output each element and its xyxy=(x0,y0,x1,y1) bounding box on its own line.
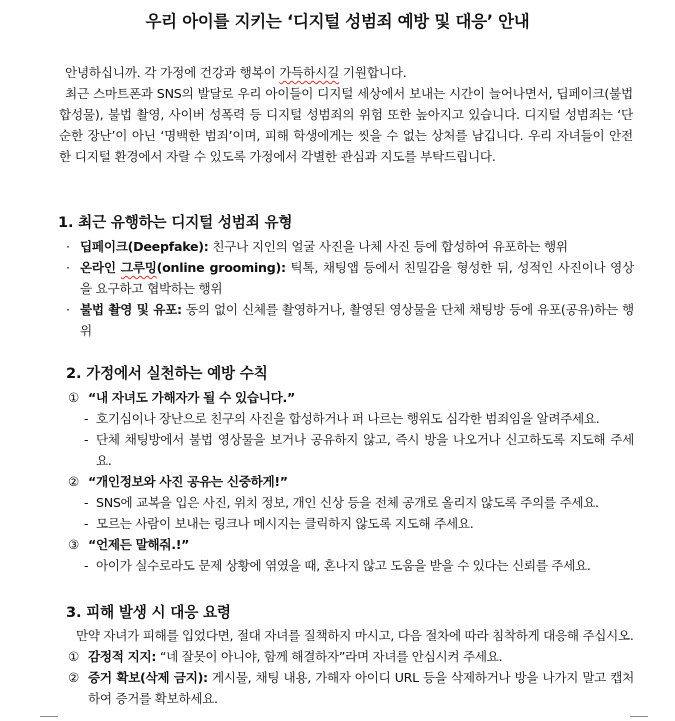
section1-title: 1. 최근 유행하는 디지털 성범죄 유형 xyxy=(58,214,293,231)
rule-heading: ① “내 자녀도 가해자가 될 수 있습니다.” xyxy=(68,390,295,405)
greeting-line: 안녕하십니까. 각 가정에 건강과 행복이 가득하시길 기원합니다. xyxy=(65,65,407,80)
list-item: - 호기심이나 장난으로 친구의 사진을 합성하거나 퍼 나르는 행위도 심각한 범죄임을 알려주세요. xyxy=(84,411,600,426)
list-item: ① 감정적 지지: “네 잘못이 아니야, 함께 해결하자”라며 자녀를 안심시켜 주세요. xyxy=(68,649,503,664)
section3-title: 3. 피해 발생 시 대응 요령 xyxy=(66,604,231,621)
list-item: - 단체 채팅방에서 불법 영상물을 보거나 공유하지 않고, 즉시 방을 나오거나 신고하도록 지도해 주세요. xyxy=(84,432,634,468)
list-item: · 딥페이크(Deepfake): 친구나 지인의 얼굴 사진을 나체 사진 등에 합성하여 유포하는 행위 xyxy=(66,239,568,254)
intro-body: 최근 스마트폰과 SNS의 발달로 우리 아이들이 디지털 세상에서 보내는 시간이 늘어나면서, 딥페이크(불법 합성물), 불법 촬영, 사이버 성폭력 등 디지털 성범죄의 위험 또한 높아지고 있습니다. 디지털 성범죄는 ‘단순한 장난’이 아닌 ‘명백한 범죄’이며, 피해 학생에게는 씻을 수 없는 상처를 남깁니다. 우리 자녀들이 안전한 디지털 환경에서 자랄 수 있도록 가정에서 각별한 관심과 지도를 부탁드립니다. xyxy=(59,86,633,164)
list-item: - SNS에 교복을 입은 사진, 위치 정보, 개인 신상 등을 전체 공개로 올리지 않도록 주의를 주세요. xyxy=(84,495,599,510)
intro-paragraph xyxy=(59,62,633,167)
spellcheck-word: 가득하시길 xyxy=(279,65,340,80)
section3-description: 만약 자녀가 피해를 입었다면, 절대 자녀를 질책하지 마시고, 다음 절차에 따라 침착하게 대응해 주십시오. xyxy=(76,628,634,643)
list-item: ② 증거 확보(삭제 금지): 게시물, 채팅 내용, 가해자 아이디 URL 등을 삭제하거나 방을 나가지 말고 캡처하여 증거를 확보하세요. xyxy=(68,670,634,706)
section3-body xyxy=(66,625,634,709)
section2-rules xyxy=(66,387,634,576)
spellcheck-word: 그루밍 xyxy=(120,260,157,275)
list-item: - 모르는 사람이 보내는 링크나 메시지는 클릭하지 않도록 지도해 주세요. xyxy=(84,516,474,531)
list-item: - 아이가 실수로라도 문제 상황에 엮였을 때, 혼나지 않고 도움을 받을 수 있다는 신뢰를 주세요. xyxy=(84,558,591,573)
page-margin-mark-right xyxy=(630,716,648,717)
list-item: · 불법 촬영 및 유포: 동의 없이 신체를 촬영하거나, 촬영된 영상물을 단체 채팅방 등에 유포(공유)하는 행위 xyxy=(66,302,634,338)
document-title: 우리 아이를 지키는 ‘디지털 성범죄 예방 및 대응’ 안내 xyxy=(145,12,530,31)
section2-title: 2. 가정에서 실천하는 예방 수칙 xyxy=(66,365,268,382)
section1-list xyxy=(66,236,634,341)
rule-heading: ③ “언제든 말해줘.!” xyxy=(68,537,190,552)
page-margin-mark-left xyxy=(40,716,58,717)
rule-heading: ② “개인정보와 사진 공유는 신중하게!” xyxy=(68,474,288,489)
list-item: · 온라인 그루밍(online grooming): 틱톡, 채팅앱 등에서 친밀감을 형성한 뒤, 성적인 사진이나 영상을 요구하고 협박하는 행위 xyxy=(66,260,634,296)
